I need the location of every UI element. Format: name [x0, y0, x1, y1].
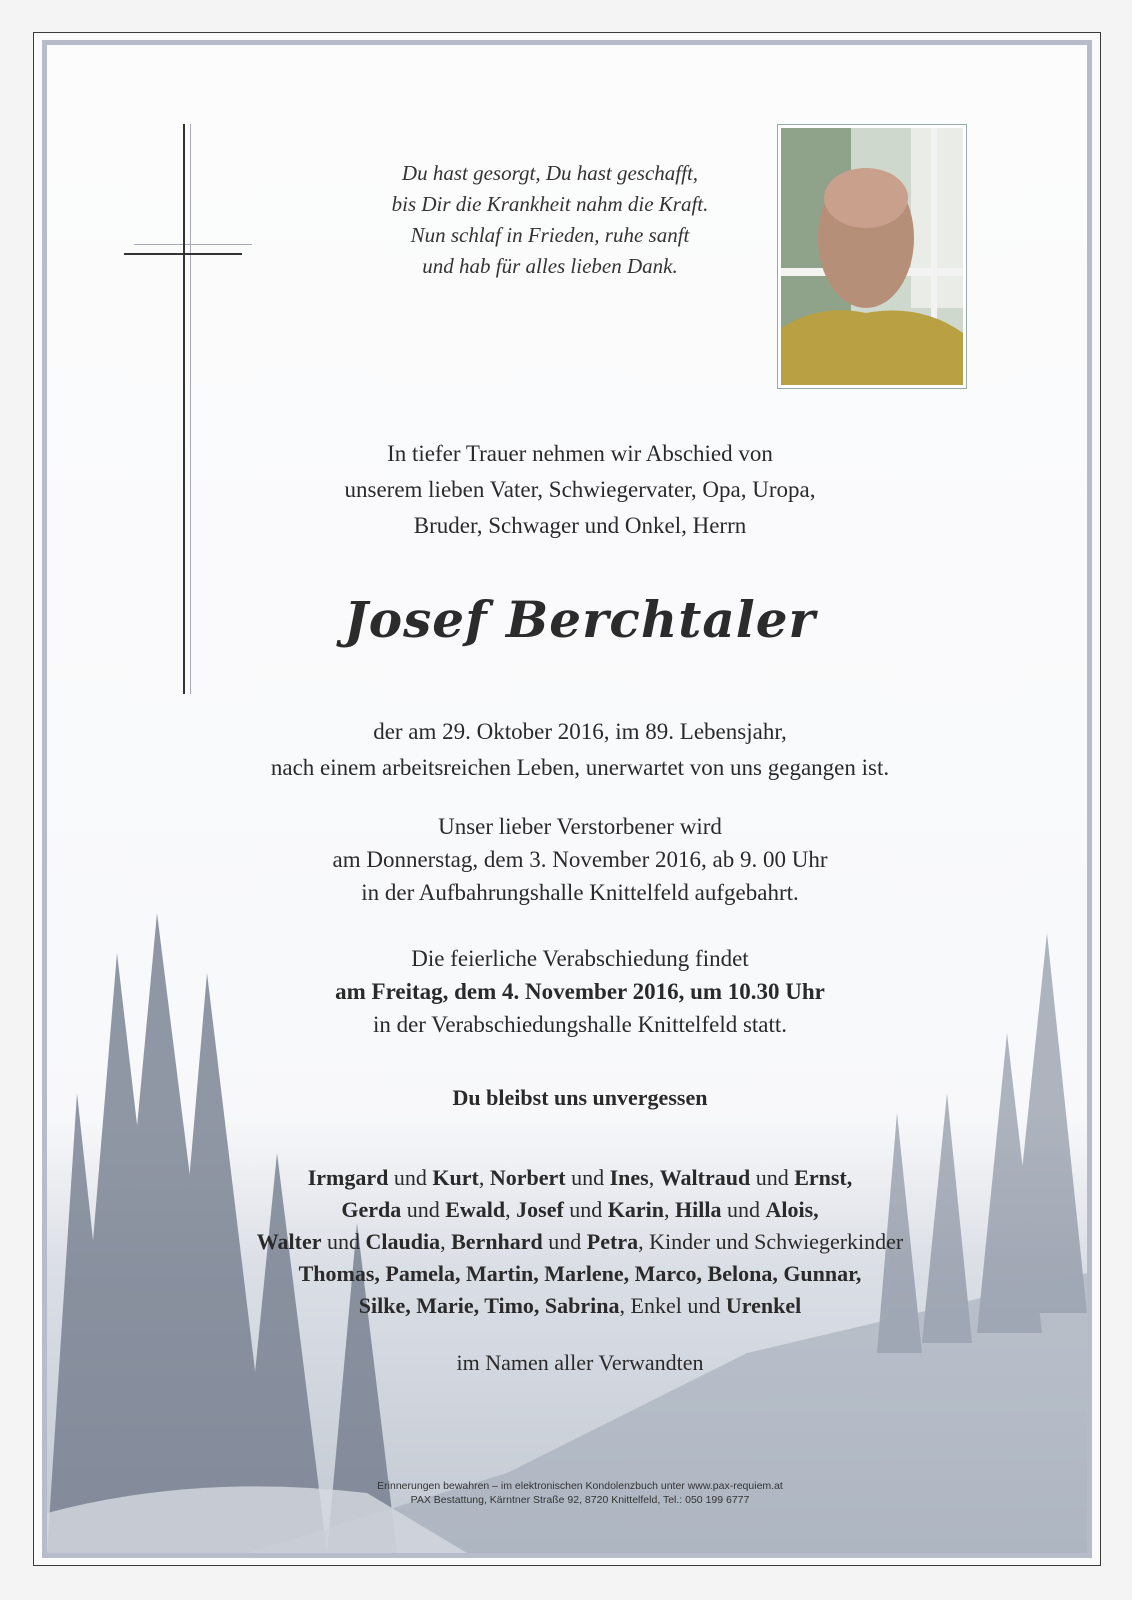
farewell-line: in der Verabschiedungshalle Knittelfeld statt.	[372, 1012, 788, 1037]
poem-line: bis Dir die Krankheit nahm die Kraft.	[391, 192, 709, 216]
mourner-name: Kurt	[432, 1165, 479, 1190]
mourner-name: Walter	[256, 1229, 322, 1254]
poem-line: Du hast gesorgt, Du hast geschafft,	[401, 161, 699, 185]
cross-shadow-horizontal	[134, 244, 252, 245]
grandchildren-names: Thomas, Pamela, Martin, Marlene, Marco, Belona, Gunnar,	[298, 1261, 862, 1286]
death-line: der am 29. Oktober 2016, im 89. Lebensjahr,	[373, 719, 787, 744]
mourner-name: Claudia	[365, 1229, 441, 1254]
connector: ,	[478, 1165, 490, 1190]
connector: ,	[813, 1197, 819, 1222]
connector: ,	[846, 1165, 853, 1190]
mourner-name: Irmgard	[307, 1165, 389, 1190]
lying-in-state-text	[150, 810, 1010, 909]
mourner-name: Josef	[516, 1197, 564, 1222]
great-grandchildren-label: Urenkel	[725, 1293, 802, 1318]
unforgotten-heading: Du bleibst uns unvergessen	[452, 1085, 708, 1110]
mourner-name: Gerda	[341, 1197, 402, 1222]
grandchildren-names: Silke, Marie, Timo, Sabrina	[358, 1293, 620, 1318]
portrait-photo	[778, 125, 966, 388]
portrait-image	[781, 128, 963, 385]
connector: und	[750, 1165, 795, 1190]
farewell-line: Die feierliche Verabschiedung findet	[411, 946, 749, 971]
death-text	[150, 714, 1010, 786]
mourner-name: Ewald	[445, 1197, 506, 1222]
connector: und	[401, 1197, 446, 1222]
mourners-list	[150, 1162, 1010, 1322]
poem	[330, 158, 770, 282]
mourners-line-5	[150, 1290, 1010, 1322]
connector: ,	[664, 1197, 676, 1222]
connector: und	[542, 1229, 587, 1254]
connector: und	[563, 1197, 608, 1222]
death-line: nach einem arbeitsreichen Leben, unerwartet von uns gegangen ist.	[270, 755, 890, 780]
connector: ,	[440, 1229, 452, 1254]
connector: und	[321, 1229, 366, 1254]
lying-line: Unser lieber Verstorbener wird	[438, 814, 722, 839]
poem-line: Nun schlaf in Frieden, ruhe sanft	[410, 223, 690, 247]
connector: , Enkel und	[619, 1293, 726, 1318]
lying-line: am Donnerstag, dem 3. November 2016, ab 9. 00 Uhr	[332, 847, 828, 872]
connector: und	[388, 1165, 433, 1190]
mourner-name: Bernhard	[451, 1229, 543, 1254]
intro-line: In tiefer Trauer nehmen wir Abschied von	[387, 441, 773, 466]
connector: und	[721, 1197, 766, 1222]
mourner-name: Norbert	[489, 1165, 566, 1190]
mourners-line-4	[150, 1258, 1010, 1290]
intro-line: unserem lieben Vater, Schwiegervater, Opa, Uropa,	[344, 477, 816, 502]
intro-text	[150, 436, 1010, 544]
farewell-date: am Freitag, dem 4. November 2016, um 10.30 Uhr	[335, 979, 825, 1004]
farewell-text	[150, 942, 1010, 1041]
mourners-line-1	[150, 1162, 1010, 1194]
mourner-name: Waltraud	[659, 1165, 751, 1190]
poem-line: und hab für alles lieben Dank.	[422, 254, 678, 278]
intro-line: Bruder, Schwager und Onkel, Herrn	[413, 513, 747, 538]
mourner-name: Ines	[609, 1165, 649, 1190]
connector: ,	[648, 1165, 660, 1190]
footer-condolence: Erinnerungen bewahren – im elektronischen Kondolenzbuch unter www.pax-requiem.at	[377, 1480, 783, 1492]
cross-horizontal	[124, 253, 242, 255]
footer-funeral-home: PAX Bestattung, Kärntner Straße 92, 8720 Knittelfeld, Tel.: 050 199 6777	[410, 1494, 750, 1506]
mourner-name: Karin	[607, 1197, 665, 1222]
connector: ,	[505, 1197, 517, 1222]
connector: und	[565, 1165, 610, 1190]
mourner-name: Petra	[586, 1229, 639, 1254]
mourner-name: Ernst	[794, 1165, 847, 1190]
mourner-name: Alois	[765, 1197, 814, 1222]
connector: , Kinder und Schwiegerkinder	[638, 1229, 904, 1254]
mourner-name: Hilla	[675, 1197, 722, 1222]
mourners-line-2	[150, 1194, 1010, 1226]
mourners-line-3	[150, 1226, 1010, 1258]
lying-line: in der Aufbahrungshalle Knittelfeld aufgebahrt.	[361, 880, 799, 905]
relatives-line: im Namen aller Verwandten	[456, 1350, 704, 1375]
deceased-name: Josef Berchtaler	[344, 590, 816, 649]
